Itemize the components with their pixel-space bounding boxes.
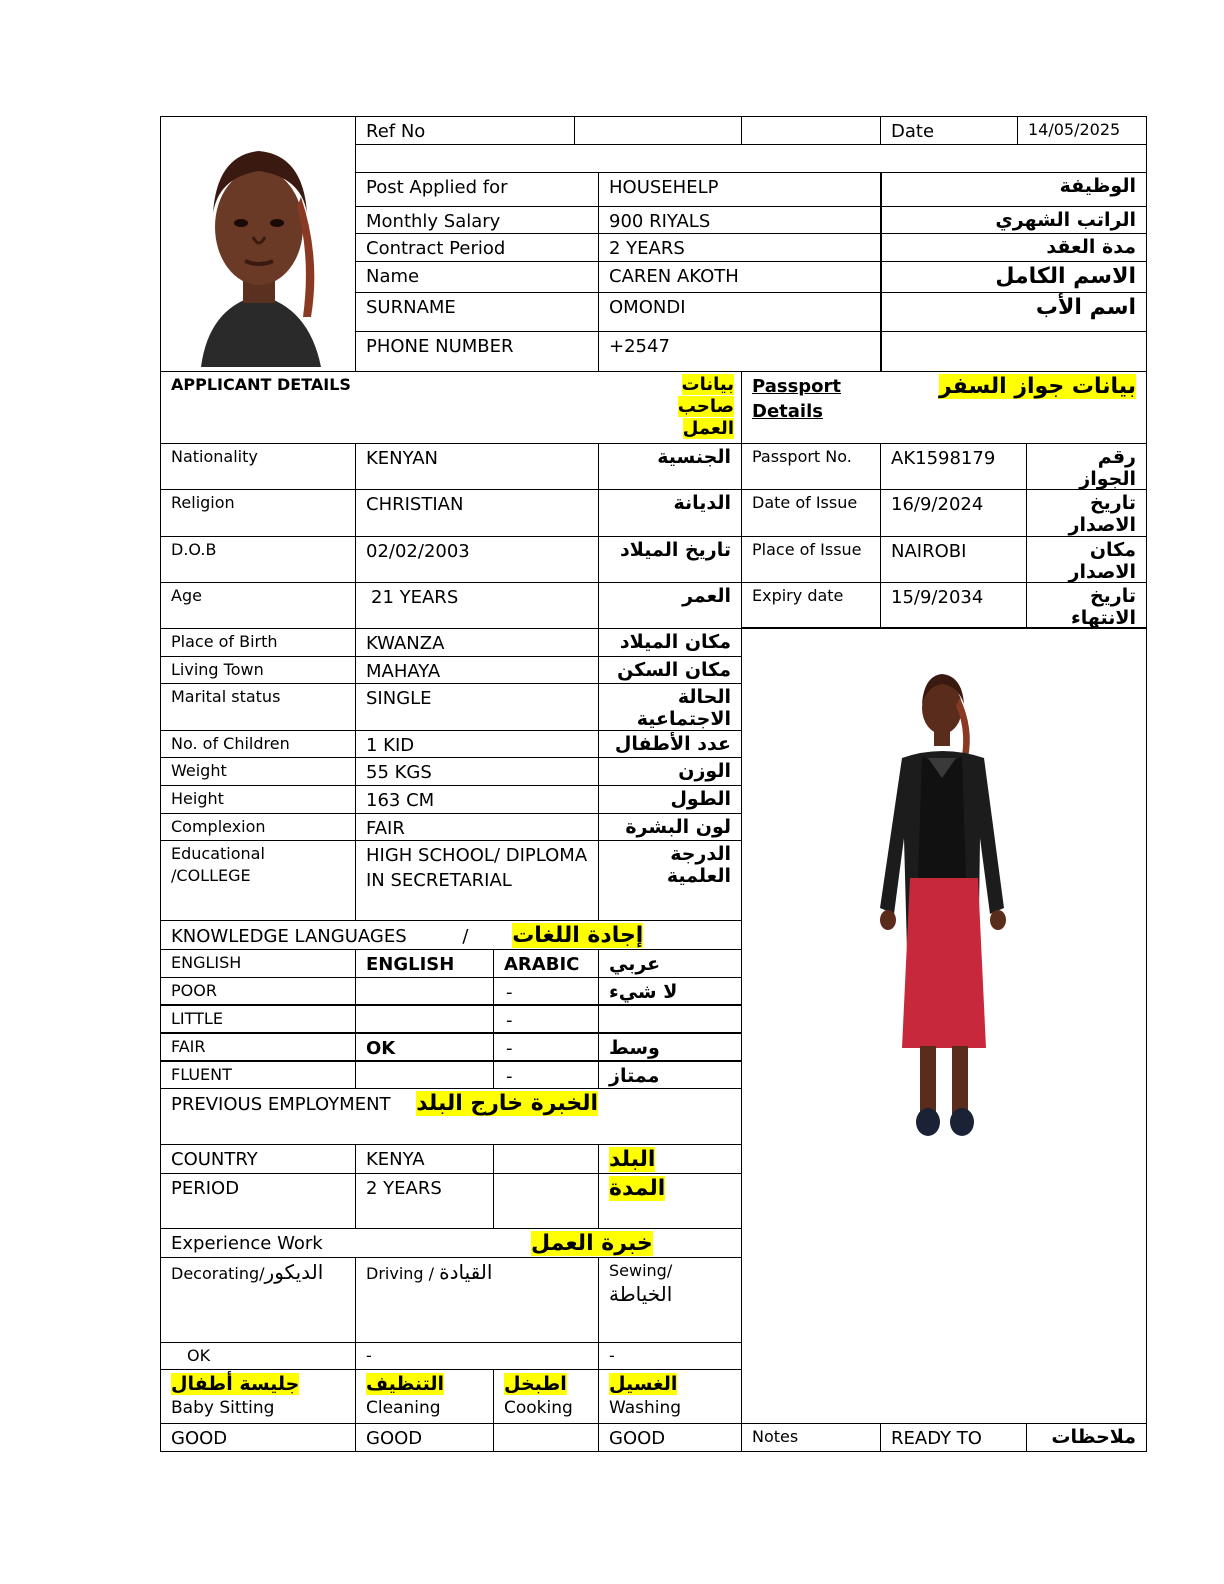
period-label: PERIOD (160, 1173, 356, 1229)
portrait-photo (161, 117, 356, 372)
passport-label: Passport No. (741, 443, 881, 490)
detail-arabic: الديانة (598, 489, 742, 537)
languages-slash: / (462, 926, 469, 947)
detail-label: Marital status (160, 683, 356, 731)
language-arabic[interactable]: - (493, 1005, 599, 1033)
driving-ar: القيادة (439, 1260, 493, 1284)
date-label: Date (880, 116, 1018, 145)
top-row-value[interactable]: CAREN AKOTH (598, 261, 882, 293)
skill-level: GOOD (160, 1423, 356, 1452)
detail-label: Weight (160, 757, 356, 786)
passport-arabic: مكان الاصدار (1026, 536, 1147, 583)
period-ar-cell (598, 1173, 742, 1229)
skill-ar: التنظيف (366, 1373, 445, 1395)
driving-en: Driving / (366, 1264, 440, 1283)
detail-arabic: مكان الميلاد (598, 628, 742, 657)
sewing-en: Sewing/ (609, 1261, 673, 1280)
skill-cell (493, 1369, 599, 1424)
language-arabic[interactable]: - (493, 977, 599, 1005)
experience-title-ar: خبرة العمل (531, 1231, 653, 1256)
driving-cell (355, 1257, 599, 1343)
period-value: 2 YEARS (355, 1173, 494, 1229)
detail-arabic: مكان السكن (598, 656, 742, 684)
passport-arabic: تاريخ الاصدار (1026, 489, 1147, 537)
detail-label: Educational /COLLEGE (160, 840, 356, 921)
detail-value[interactable]: FAIR (355, 813, 599, 841)
detail-value[interactable]: 1 KID (355, 730, 599, 758)
detail-value[interactable]: CHRISTIAN (355, 489, 599, 537)
passport-label: Date of Issue (741, 489, 881, 537)
experience-title (160, 1228, 742, 1258)
country-value: KENYA (355, 1144, 494, 1174)
top-row-value[interactable]: 900 RIYALS (598, 206, 882, 234)
detail-value[interactable]: HIGH SCHOOL/ DIPLOMA IN SECRETARIAL (355, 840, 599, 921)
top-row-value[interactable]: +2547 (598, 331, 882, 372)
language-english[interactable]: ENGLISH (355, 949, 494, 978)
top-row-arabic: الاسم الكامل (880, 261, 1147, 293)
skill-en: Cleaning (366, 1398, 441, 1418)
top-row-arabic: الوظيفة (880, 172, 1147, 207)
application-form (160, 116, 1147, 1452)
skill-level: GOOD (598, 1423, 742, 1452)
language-ar-label (598, 1005, 742, 1033)
decorating-en: Decorating/ (171, 1264, 265, 1283)
detail-arabic: الوزن (598, 757, 742, 786)
skill-en: Cooking (504, 1398, 573, 1418)
skill-level: GOOD (355, 1423, 494, 1452)
detail-label: Complexion (160, 813, 356, 841)
ref-empty (741, 116, 881, 145)
detail-label: Living Town (160, 656, 356, 684)
language-level: FAIR (160, 1033, 356, 1061)
detail-label: Nationality (160, 443, 356, 490)
ref-label: Ref No (355, 116, 575, 145)
language-arabic[interactable]: - (493, 1061, 599, 1089)
decorating-cell (160, 1257, 356, 1343)
ref-value[interactable] (574, 116, 742, 145)
experience-level-3: - (598, 1342, 742, 1370)
top-row-label: PHONE NUMBER (355, 331, 599, 372)
top-row-value[interactable]: 2 YEARS (598, 233, 882, 262)
detail-value[interactable]: 21 YEARS (355, 582, 599, 629)
applicant-details-header: APPLICANT DETAILS (160, 371, 742, 444)
spacer-row (355, 144, 1147, 173)
detail-arabic: الطول (598, 785, 742, 814)
top-row-arabic: الراتب الشهري (880, 206, 1147, 234)
portrait-photo-cell (160, 116, 356, 372)
passport-arabic: تاريخ الانتهاء (1026, 582, 1147, 629)
experience-level-1: OK (160, 1342, 356, 1370)
detail-label: Religion (160, 489, 356, 537)
passport-value[interactable]: 16/9/2024 (880, 489, 1027, 537)
passport-label: Expiry date (741, 582, 881, 629)
detail-arabic: الجنسية (598, 443, 742, 490)
skill-cell (160, 1369, 356, 1424)
detail-value[interactable]: KENYAN (355, 443, 599, 490)
passport-details-label: Passport Details (752, 376, 842, 422)
top-row-value[interactable]: HOUSEHELP (598, 172, 882, 207)
notes-ar: ملاحظات (1026, 1423, 1147, 1452)
top-row-arabic: مدة العقد (880, 233, 1147, 262)
detail-value[interactable]: 02/02/2003 (355, 536, 599, 583)
detail-value[interactable]: SINGLE (355, 683, 599, 731)
top-row-arabic (880, 331, 1147, 372)
top-row-label: Post Applied for (355, 172, 599, 207)
top-row-arabic: اسم الأب (880, 292, 1147, 332)
previous-employment-en: PREVIOUS EMPLOYMENT (171, 1094, 391, 1115)
detail-arabic: تاريخ الميلاد (598, 536, 742, 583)
skill-level (493, 1423, 599, 1452)
detail-arabic: الدرجة العلمية (598, 840, 742, 921)
detail-label: Height (160, 785, 356, 814)
sewing-ar: الخياطة (609, 1282, 673, 1306)
detail-arabic: لون البشرة (598, 813, 742, 841)
passport-arabic: رقم الجواز (1026, 443, 1147, 490)
country-ar: البلد (609, 1147, 656, 1172)
full-body-photo-cell (741, 627, 1147, 1424)
top-row-label: Monthly Salary (355, 206, 599, 234)
full-body-photo (742, 628, 1147, 1424)
language-level: FLUENT (160, 1061, 356, 1089)
language-level: LITTLE (160, 1005, 356, 1033)
language-english[interactable] (355, 1061, 494, 1089)
language-ar-label: وسط (598, 1033, 742, 1061)
detail-value[interactable]: 55 KGS (355, 757, 599, 786)
skill-ar: جليسة أطفال (171, 1373, 300, 1395)
language-arabic[interactable]: ARABIC (493, 949, 599, 978)
detail-label: Place of Birth (160, 628, 356, 657)
language-level: ENGLISH (160, 949, 356, 978)
detail-value[interactable]: KWANZA (355, 628, 599, 657)
skill-cell (355, 1369, 494, 1424)
detail-arabic: العمر (598, 582, 742, 629)
detail-arabic: الحالة الاجتماعية (598, 683, 742, 731)
top-row-label: Name (355, 261, 599, 293)
top-row-label: Contract Period (355, 233, 599, 262)
detail-label: D.O.B (160, 536, 356, 583)
detail-arabic: عدد الأطفال (598, 730, 742, 758)
skill-cell (598, 1369, 742, 1424)
detail-label: Age (160, 582, 356, 629)
passport-details-header (741, 371, 1147, 444)
notes-label: Notes (741, 1423, 881, 1452)
languages-title-ar: إجادة اللغات (512, 923, 644, 948)
detail-label: No. of Children (160, 730, 356, 758)
country-label: COUNTRY (160, 1144, 356, 1174)
sewing-cell (598, 1257, 742, 1343)
country-ar-cell (598, 1144, 742, 1174)
language-english[interactable] (355, 977, 494, 1005)
skill-ar: الغسيل (609, 1373, 678, 1395)
passport-value[interactable]: NAIROBI (880, 536, 1027, 583)
detail-value[interactable]: MAHAYA (355, 656, 599, 684)
date-value[interactable]: 14/05/2025 (1017, 116, 1147, 145)
detail-value[interactable]: 163 CM (355, 785, 599, 814)
passport-details-arabic: بيانات جواز السفر (938, 374, 1136, 399)
top-row-label: SURNAME (355, 292, 599, 332)
experience-title-en: Experience Work (171, 1233, 323, 1254)
applicant-details-arabic-text: بيانات صاحب العمل (677, 374, 734, 439)
passport-label: Place of Issue (741, 536, 881, 583)
language-ar-label: عربي (598, 949, 742, 978)
applicant-details-arabic (660, 374, 744, 442)
previous-employment-ar: الخبرة خارج البلد (416, 1091, 599, 1116)
notes-value[interactable]: READY TO (880, 1423, 1027, 1452)
experience-level-2: - (355, 1342, 599, 1370)
previous-employment-title (160, 1088, 742, 1145)
skill-en: Washing (609, 1398, 682, 1418)
period-empty (493, 1173, 599, 1229)
language-ar-label: ممتاز (598, 1061, 742, 1089)
language-level: POOR (160, 977, 356, 1005)
skill-en: Baby Sitting (171, 1398, 275, 1418)
decorating-ar: الديكور (264, 1260, 324, 1284)
languages-title-cell (160, 920, 742, 950)
top-row-value[interactable]: OMONDI (598, 292, 882, 332)
languages-title-en: KNOWLEDGE LANGUAGES (171, 926, 407, 947)
passport-value[interactable]: AK1598179 (880, 443, 1027, 490)
language-english[interactable]: OK (355, 1033, 494, 1061)
passport-value[interactable]: 15/9/2034 (880, 582, 1027, 629)
period-ar: المدة (609, 1176, 666, 1201)
language-arabic[interactable]: - (493, 1033, 599, 1061)
country-empty (493, 1144, 599, 1174)
skill-ar: اطبخل (504, 1373, 567, 1395)
language-english[interactable] (355, 1005, 494, 1033)
language-ar-label: لا شيء (598, 977, 742, 1005)
